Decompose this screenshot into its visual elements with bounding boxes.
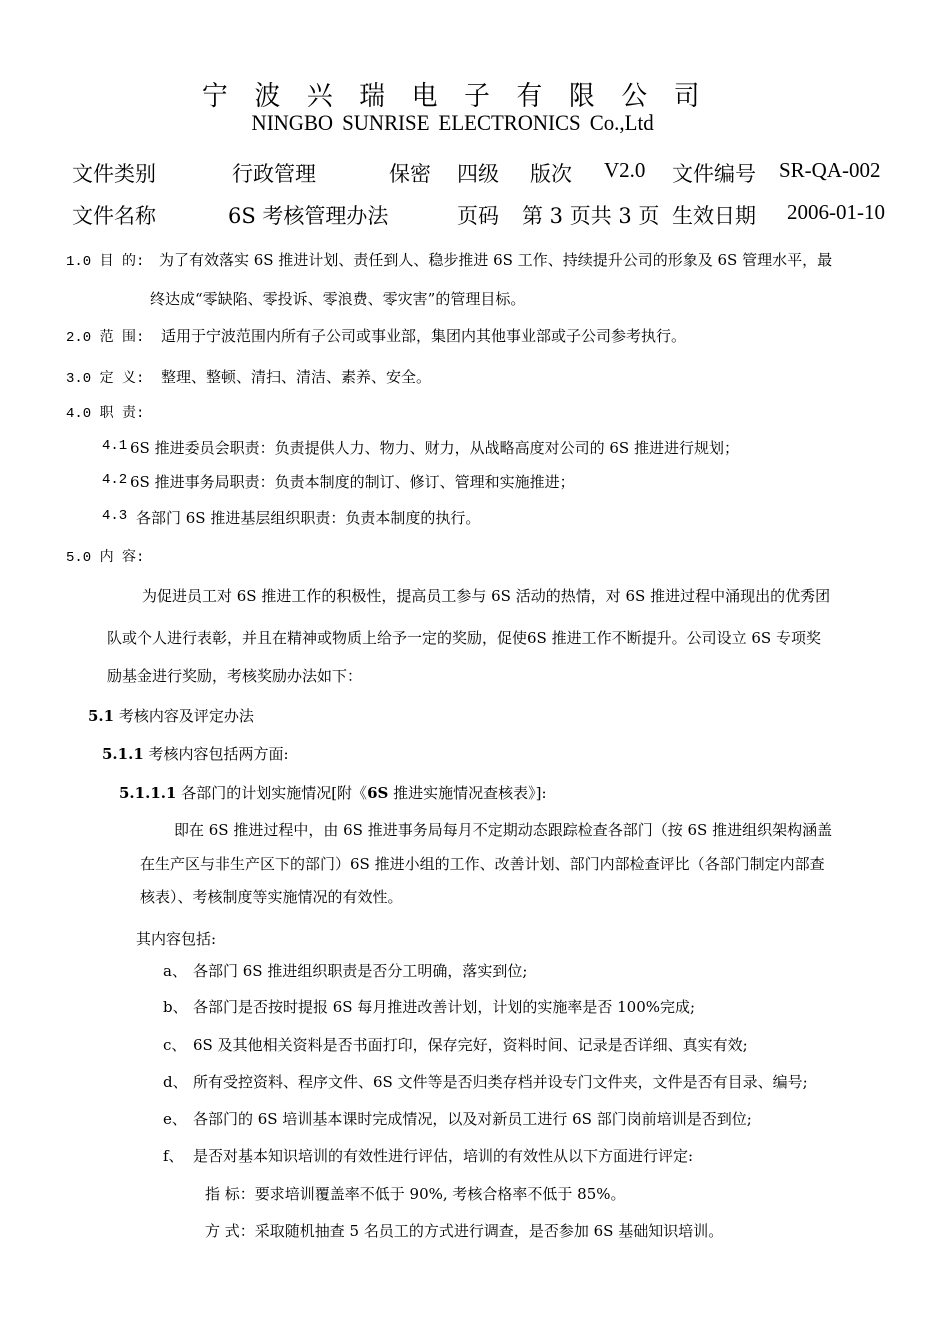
item-c-mark: c、 [163,1036,187,1054]
item-b-mark: b、 [163,998,188,1016]
item-f-mark: f、 [163,1147,184,1165]
section-5-1-1-1-number: 5.1.1.1 [119,784,177,802]
section-1-number: 1.0 目 的: [66,254,145,270]
category-label: 文件类别 [72,162,156,186]
training-indicator: 指 标：要求培训覆盖率不低于 90%, 考核合格率不低于 85%。 [205,1185,626,1203]
section-5-1-1-1-para-line3: 核表）、考核制度等实施情况的有效性。 [140,888,403,906]
docno-label: 文件编号 [672,162,756,186]
section-5-1-1-heading [102,743,289,764]
section-4-2-text: 6S 推进事务局职责：负责本制度的制订、修订、管理和实施推进； [130,473,575,491]
section-4-3-number: 4.3 [102,508,128,524]
section-5-para-line3: 励基金进行奖励，考核奖励办法如下： [107,667,363,685]
item-e-mark: e、 [163,1110,187,1128]
contents-label: 其内容包括: [136,930,217,948]
section-5-1-text: 考核内容及评定办法 [118,707,254,725]
section-2-text: 适用于宁波范围内所有子公司或事业部，集团内其他事业部或子公司参考执行。 [161,327,687,345]
docno-value: SR-QA-002 [779,158,881,182]
section-5-1-1-1-para-line2: 在生产区与非生产区下的部门）6S 推进小组的工作、改善计划、部门内部检查评比（各部门制定内部查 [140,855,825,873]
item-f-text: 是否对基本知识培训的有效性进行评估，培训的有效性从以下方面进行评定: [193,1147,694,1165]
item-a-mark: a、 [163,962,187,980]
section-4-number: 4.0 职 责: [66,406,145,422]
section-5-1-1-1-para-line1: 即在 6S 推进过程中，由 6S 推进事务局每月不定期动态跟踪检查各部门（按 6S 推进组织架构涵盖 [174,821,833,839]
item-b-text: 各部门是否按时提报 6S 每月推进改善计划，计划的实施率是否 100%完成; [193,998,696,1016]
section-5-1-1-number: 5.1.1 [102,745,144,763]
secrecy-label: 保密 [389,162,431,186]
date-value: 2006-01-10 [787,200,885,224]
date-label: 生效日期 [672,204,756,228]
section-5-1-1-1-text-a: 各部门的计划实施情况[附《 [181,784,368,802]
section-5-1-number: 5.1 [88,707,115,725]
name-label: 文件名称 [72,204,156,228]
company-name-cn: 宁波兴瑞电子有限公司 [202,81,727,112]
training-method: 方 式：采取随机抽查 5 名员工的方式进行调查，是否参加 6S 基础知识培训。 [205,1222,724,1240]
item-a-text: 各部门 6S 推进组织职责是否分工明确，落实到位; [193,962,528,980]
section-1-line2: 终达成“零缺陷、零投诉、零浪费、零灾害”的管理目标。 [150,290,526,308]
item-c-text: 6S 及其他相关资料是否书面打印，保存完好，资料时间、记录是否详细、真实有效; [193,1036,748,1054]
section-1-line1: 为了有效落实 6S 推进计划、责任到人、稳步推进 6S 工作、持续提升公司的形象及 6S 管理水平，最 [159,251,833,269]
category-value: 行政管理 [232,162,316,186]
version-value: V2.0 [604,158,646,182]
company-name-en: NINGBO SUNRISE ELECTRONICS Co.,Ltd [251,110,654,135]
section-5-1-1-1-text-c: 推进实施情况查核表》]: [388,784,547,802]
section-5-1-1-text: 考核内容包括两方面: [148,745,289,763]
section-4-3-text: 各部门 6S 推进基层组织职责：负责本制度的执行。 [136,509,481,527]
item-d-text: 所有受控资料、程序文件、6S 文件等是否归类存档并设专门文件夹，文件是否有目录、编号; [193,1073,808,1091]
page-value: 第 3 页共 3 页 [522,204,660,228]
section-4-2-number: 4.2 [102,472,128,488]
section-4-1-text: 6S 推进委员会职责：负责提供人力、物力、财力，从战略高度对公司的 6S 推进进行规划； [130,439,739,457]
section-3-number: 3.0 定 义: [66,371,145,387]
section-5-para-line2: 队或个人进行表彰，并且在精神或物质上给予一定的奖励，促使6S 推进工作不断提升。公司设立 6S 专项奖 [107,629,821,647]
section-3-text: 整理、整顿、清扫、清洁、素养、安全。 [161,368,432,386]
item-d-mark: d、 [163,1073,188,1091]
section-5-1-1-1-text-b: 6S [367,784,389,802]
section-5-1-1-1-heading [119,782,547,803]
section-2-number: 2.0 范 围: [66,330,145,346]
page-label: 页码 [457,204,499,228]
section-5-1-heading [88,705,254,726]
secrecy-value: 四级 [457,162,499,186]
section-4-1-number: 4.1 [102,438,128,454]
version-label: 版次 [530,162,572,186]
section-5-para-line1: 为促进员工对 6S 推进工作的积极性，提高员工参与 6S 活动的热情，对 6S 推进过程中涌现出的优秀团 [142,587,831,605]
item-e-text: 各部门的 6S 培训基本课时完成情况，以及对新员工进行 6S 部门岗前培训是否到位; [193,1110,752,1128]
name-value: 6S 考核管理办法 [228,204,389,228]
section-5-number: 5.0 内 容: [66,550,145,566]
